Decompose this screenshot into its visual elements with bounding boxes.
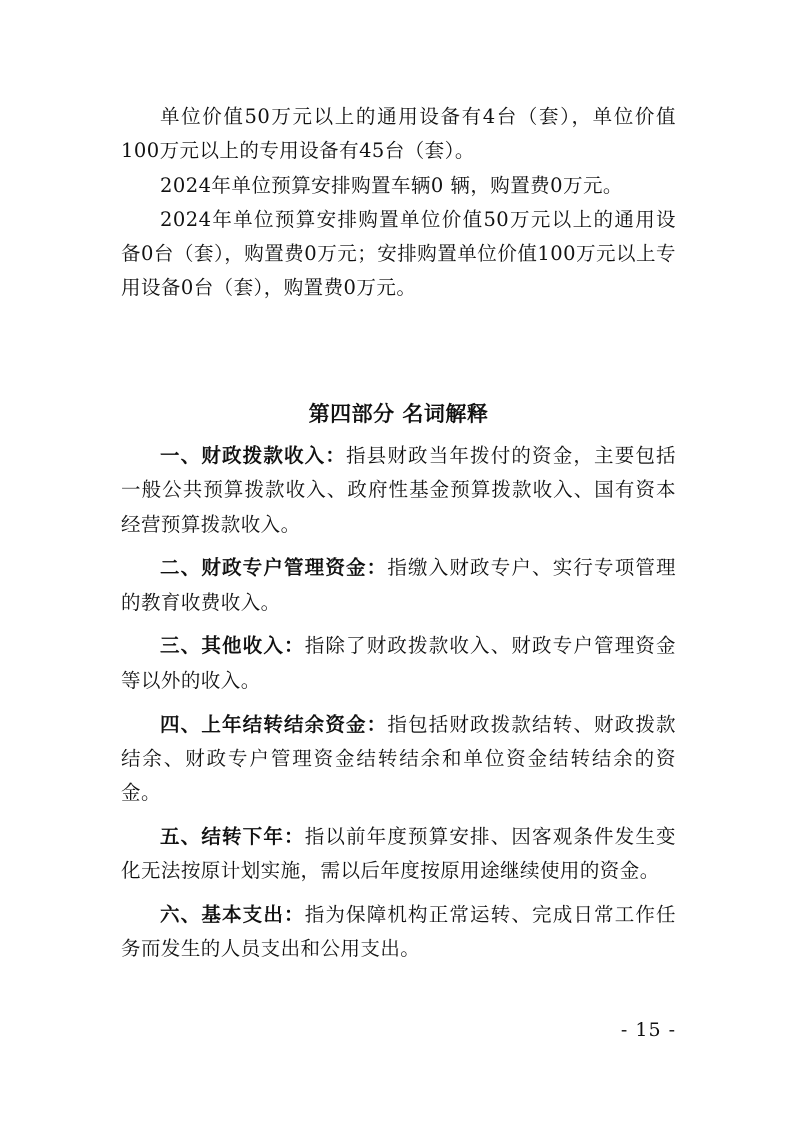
- definition-item: [121, 439, 676, 542]
- paragraph-equipment-owned: 单位价值50万元以上的通用设备有4台（套），单位价值100万元以上的专用设备有45台（套）。: [121, 105, 676, 163]
- definition-term: 三、其他收入：: [160, 634, 305, 658]
- definition-term: 一、财政拨款收入：: [160, 444, 347, 467]
- equipment-paragraphs: [121, 100, 676, 306]
- paragraph-equipment-purchase: 2024年单位预算安排购置单位价值50万元以上的通用设备0台（套），购置费0万元；安排购置单位价值100万元以上专用设备0台（套），购置费0万元。: [121, 207, 676, 300]
- definition-text: 指以前年度预算安排、因客观条件发生变化无法按原计划实施，需以后年度按原用途继续使用的资金。: [121, 824, 676, 883]
- definition-text: 指县财政当年拨付的资金，主要包括一般公共预算拨款收入、政府性基金预算拨款收入、国有资本经营预算拨款收入。: [121, 444, 676, 536]
- definitions-list: [121, 439, 676, 976]
- definition-text: 指为保障机构正常运转、完成日常工作任务而发生的人员支出和公用支出。: [121, 903, 676, 961]
- paragraph-vehicle-purchase: 2024年单位预算安排购置车辆0 辆，购置费0万元。: [160, 173, 623, 197]
- definition-term: 六、基本支出：: [160, 903, 305, 927]
- section-title: 第四部分 名词解释: [308, 402, 489, 426]
- definition-text: 指除了财政拨款收入、财政专户管理资金等以外的收入。: [121, 634, 676, 692]
- definition-term: 二、财政专户管理资金：: [160, 556, 388, 580]
- definition-item: [121, 898, 676, 967]
- definition-item: [121, 708, 676, 811]
- definition-term: 四、上年结转结余资金：: [160, 712, 388, 736]
- definition-item: [121, 820, 676, 889]
- definition-text: 指包括财政拨款结转、财政拨款结余、财政专户管理资金结转结余和单位资金结转结余的资金。: [121, 712, 676, 805]
- definition-text: 指缴入财政专户、实行专项管理的教育收费收入。: [121, 556, 676, 614]
- page-number: - 15 -: [620, 1019, 676, 1041]
- definition-item: [121, 551, 676, 620]
- definition-term: 五、结转下年：: [160, 824, 305, 848]
- definition-item: [121, 629, 676, 698]
